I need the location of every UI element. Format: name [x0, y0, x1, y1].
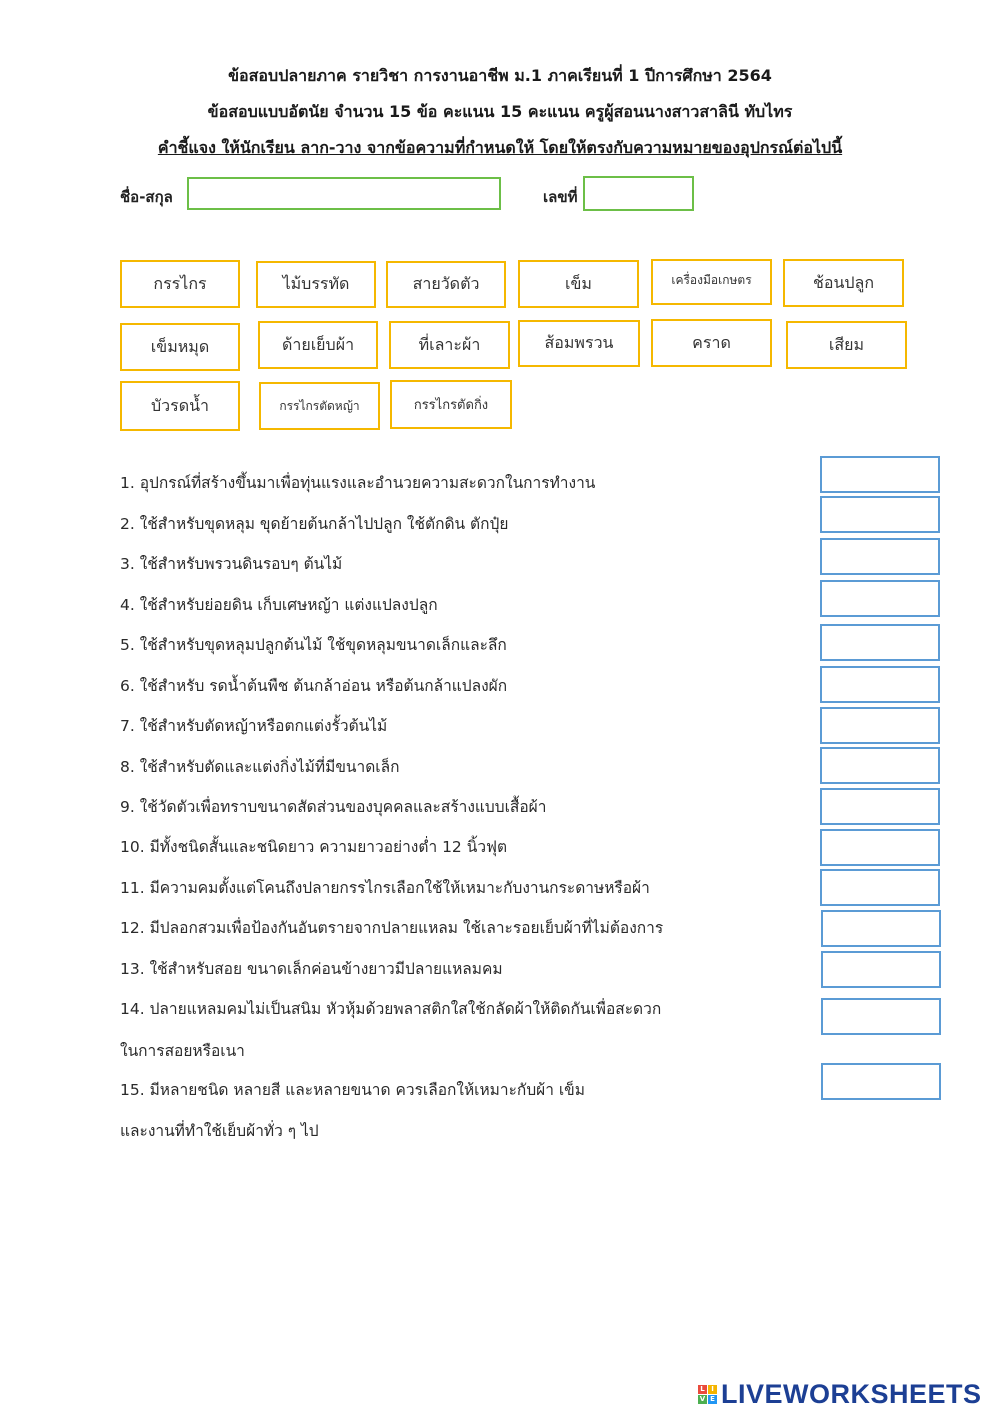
question-text: 10. มีทั้งชนิดสั้นและชนิดยาว ความยาวอย่างต่ำ 12 นิ้วฟุต: [120, 838, 508, 856]
question-text: 15. มีหลายชนิด หลายสี และหลายขนาด ควรเลือกให้เหมาะกับผ้า เข็ม: [120, 1081, 585, 1099]
option-chip[interactable]: บัวรดน้ำ: [120, 381, 240, 431]
option-chip[interactable]: เครื่องมือเกษตร: [651, 259, 772, 305]
answer-drop-box[interactable]: [821, 951, 941, 988]
answer-drop-box[interactable]: [821, 998, 941, 1035]
answer-drop-box[interactable]: [820, 456, 940, 493]
instruction-text: คำชี้แจง ให้นักเรียน ลาก-วาง จากข้อความที่กำหนดให้ โดยให้ตรงกับความหมายของอุปกรณ์ต่อไปนี้: [157, 138, 843, 157]
exam-subtitle: ข้อสอบแบบอัตนัย จำนวน 15 ข้อ คะแนน 15 คะแนน ครูผู้สอนนางสาวสาลินี ทับไทร: [207, 102, 793, 121]
answer-drop-box[interactable]: [820, 707, 940, 744]
option-chip[interactable]: ส้อมพรวน: [518, 320, 640, 367]
option-chip[interactable]: เข็ม: [518, 260, 639, 308]
answer-drop-box[interactable]: [820, 788, 940, 825]
question-text: 14. ปลายแหลมคมไม่เป็นสนิม หัวหุ้มด้วยพลาสติกใสใช้กลัดผ้าให้ติดกันเพื่อสะดวก: [120, 1000, 662, 1018]
number-label: เลขที่: [543, 188, 578, 206]
option-chip[interactable]: ที่เลาะผ้า: [389, 321, 510, 369]
option-chip[interactable]: ไม้บรรทัด: [256, 261, 376, 308]
logo-letter: L: [698, 1385, 707, 1394]
number-input[interactable]: [583, 176, 694, 211]
question-text: 3. ใช้สำหรับพรวนดินรอบๆ ต้นไม้: [120, 555, 343, 573]
option-chip[interactable]: คราด: [651, 319, 772, 367]
question-continuation: และงานที่ทำใช้เย็บผ้าทั่ว ๆ ไป: [120, 1122, 319, 1140]
option-chip[interactable]: สายวัดตัว: [386, 261, 506, 308]
answer-drop-box[interactable]: [820, 666, 940, 703]
name-label: ชื่อ-สกุล: [120, 188, 173, 206]
logo-letter: E: [708, 1395, 717, 1404]
question-text: 5. ใช้สำหรับขุดหลุมปลูกต้นไม้ ใช้ขุดหลุมขนาดเล็กและลึก: [120, 636, 507, 654]
question-text: 1. อุปกรณ์ที่สร้างขึ้นมาเพื่อทุ่นแรงและอำนวยความสะดวกในการทำงาน: [120, 474, 596, 492]
exam-title: ข้อสอบปลายภาค รายวิชา การงานอาชีพ ม.1 ภาคเรียนที่ 1 ปีการศึกษา 2564: [228, 66, 772, 85]
answer-drop-box[interactable]: [821, 910, 941, 947]
logo-letter: I: [708, 1385, 717, 1394]
option-chip[interactable]: ช้อนปลูก: [783, 259, 904, 307]
option-chip[interactable]: กรรไกรตัดกิ่ง: [390, 380, 512, 429]
answer-drop-box[interactable]: [820, 624, 940, 661]
option-chip[interactable]: เข็มหมุด: [120, 323, 240, 371]
question-text: 6. ใช้สำหรับ รดน้ำต้นพืช ต้นกล้าอ่อน หรือต้นกล้าแปลงผัก: [120, 677, 508, 695]
question-text: 8. ใช้สำหรับตัดและแต่งกิ่งไม้ที่มีขนาดเล็ก: [120, 758, 400, 776]
option-chip[interactable]: กรรไกร: [120, 260, 240, 308]
answer-drop-box[interactable]: [820, 580, 940, 617]
question-text: 7. ใช้สำหรับตัดหญ้าหรือตกแต่งรั้วต้นไม้: [120, 717, 388, 735]
answer-drop-box[interactable]: [820, 747, 940, 784]
answer-drop-box[interactable]: [821, 1063, 941, 1100]
question-text: 13. ใช้สำหรับสอย ขนาดเล็กค่อนข้างยาวมีปลายแหลมคม: [120, 960, 503, 978]
question-text: 2. ใช้สำหรับขุดหลุม ขุดย้ายต้นกล้าไปปลูก ใช้ตักดิน ตักปุ๋ย: [120, 515, 509, 533]
question-text: 11. มีความคมตั้งแต่โคนถึงปลายกรรไกรเลือกใช้ให้เหมาะกับงานกระดาษหรือผ้า: [120, 879, 650, 897]
question-continuation: ในการสอยหรือเนา: [120, 1042, 245, 1060]
logo-grid-icon: [698, 1385, 717, 1404]
question-text: 12. มีปลอกสวมเพื่อป้องกันอันตรายจากปลายแหลม ใช้เลาะรอยเย็บผ้าที่ไม่ต้องการ: [120, 919, 664, 937]
answer-drop-box[interactable]: [820, 829, 940, 866]
question-text: 4. ใช้สำหรับย่อยดิน เก็บเศษหญ้า แต่งแปลงปลูก: [120, 596, 438, 614]
answer-drop-box[interactable]: [820, 869, 940, 906]
liveworksheets-logo: [698, 1378, 982, 1410]
option-chip[interactable]: ด้ายเย็บผ้า: [258, 321, 378, 369]
logo-text: LIVEWORKSHEETS: [721, 1378, 982, 1409]
option-chip[interactable]: เสียม: [786, 321, 907, 369]
logo-letter: V: [699, 1394, 706, 1403]
answer-drop-box[interactable]: [820, 538, 940, 575]
answer-drop-box[interactable]: [820, 496, 940, 533]
name-input[interactable]: [187, 177, 501, 210]
question-text: 9. ใช้วัดตัวเพื่อทราบขนาดสัดส่วนของบุคคลและสร้างแบบเสื้อผ้า: [120, 798, 547, 816]
option-chip[interactable]: กรรไกรตัดหญ้า: [259, 382, 380, 430]
